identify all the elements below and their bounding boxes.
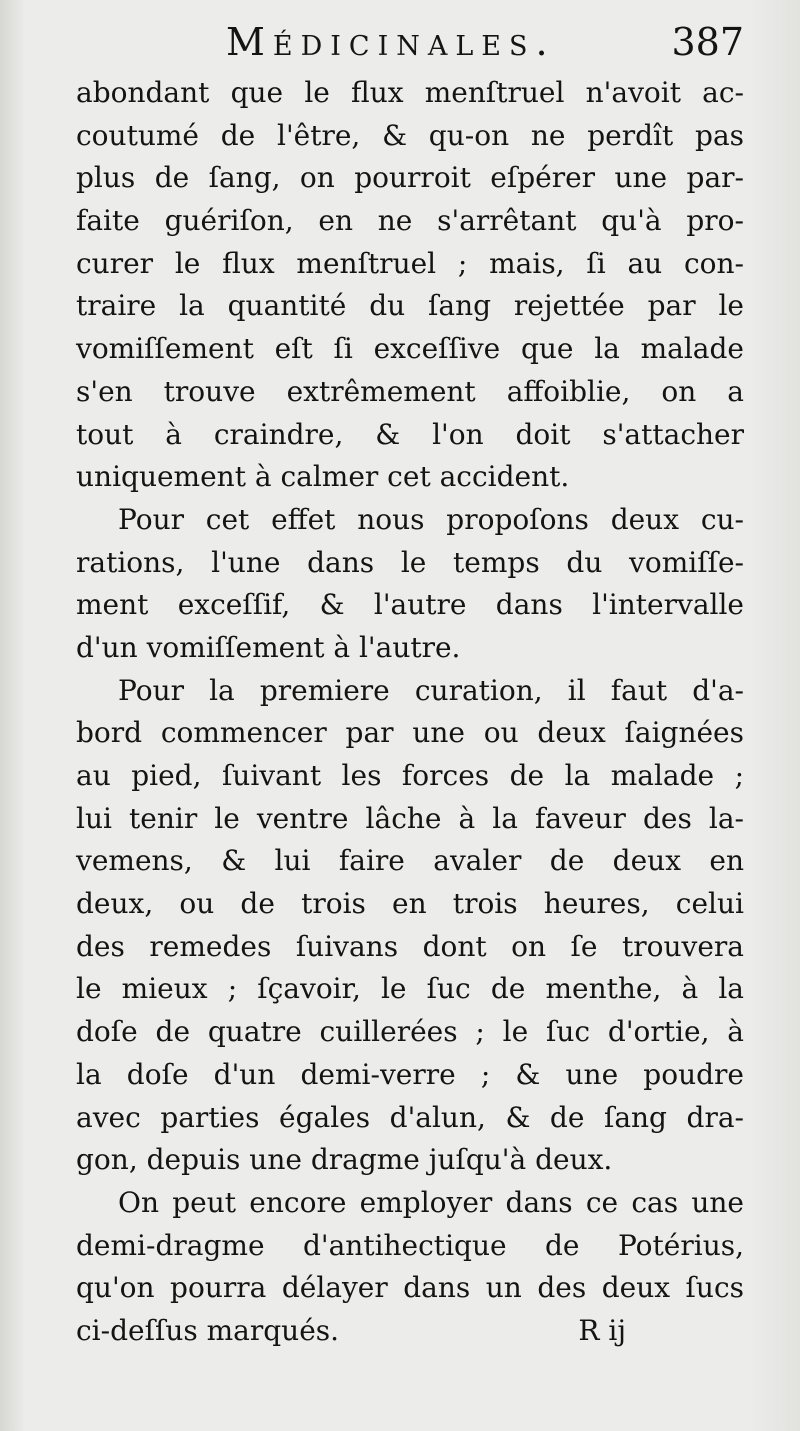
text-line: ci-deſſus marqués. [76,1313,340,1347]
text-line: curer le flux menſtruel ; mais, ſi au con- [76,246,744,280]
page-gutter-shadow [0,0,26,1431]
text-line: d'un vomiſſement à l'autre. [76,630,461,664]
text-line: ment exceſſif, & l'autre dans l'intervalle [76,588,744,622]
text-line: coutumé de l'être, & qu-on ne perdît pas [76,118,744,152]
text-line: doſe de quatre cuillerées ; le ſuc d'ortie, à [76,1015,744,1049]
text-line: uniquement à calmer cet accident. [76,460,570,494]
text-line: avec parties égales d'alun, & de ſang dra- [76,1100,744,1134]
text-line: rations, l'une dans le temps du vomiſſe- [76,545,744,579]
text-line: le mieux ; ſçavoir, le ſuc de menthe, à la [76,972,744,1006]
paragraph-first-line: Pour la premiere curation, il faut d'a- [118,673,744,707]
paragraph-first-line: Pour cet effet nous propoſons deux cu- [118,502,744,536]
text-line: des remedes ſuivans dont on ſe trouvera [76,929,744,963]
signature-mark: R ij [578,1313,626,1347]
text-line: traire la quantité du ſang rejettée par le [76,289,744,323]
paragraph-first-line: On peut encore employer dans ce cas une [118,1185,744,1219]
page-header [76,20,744,64]
text-line: qu'on pourra délayer dans un des deux ſucs [76,1271,744,1305]
body-text [76,72,744,1353]
text-line: abondant que le flux menſtruel n'avoit ac- [76,76,744,109]
text-line: gon, depuis une dragme juſqu'à deux. [76,1143,613,1177]
text-line: au pied, ſuivant les forces de la malade ; [76,759,744,792]
text-line: s'en trouve extrêmement affoiblie, on a [76,374,744,408]
final-line [76,1310,744,1353]
text-line: la doſe d'un demi-verre ; & une poudre [76,1057,744,1091]
page-edge [748,0,800,1431]
text-line: vemens, & lui faire avaler de deux en [76,844,744,878]
text-line: demi-dragme d'antihectique de Potérius, [76,1228,744,1262]
page-number: 387 [671,20,744,64]
running-title: Médicinales. [226,20,556,64]
text-line: bord commencer par une ou deux ſaignées [76,716,744,750]
text-line: faite guériſon, en ne s'arrêtant qu'à pro- [76,204,744,238]
text-line: lui tenir le ventre lâche à la faveur des la- [76,801,744,835]
text-line: plus de ſang, on pourroit eſpérer une par- [76,161,744,195]
text-line: tout à craindre, & l'on doit s'attacher [76,417,744,451]
text-line: deux, ou de trois en trois heures, celui [76,887,744,921]
text-line: vomiſſement eſt ſi exceſſive que la malade [76,332,744,366]
